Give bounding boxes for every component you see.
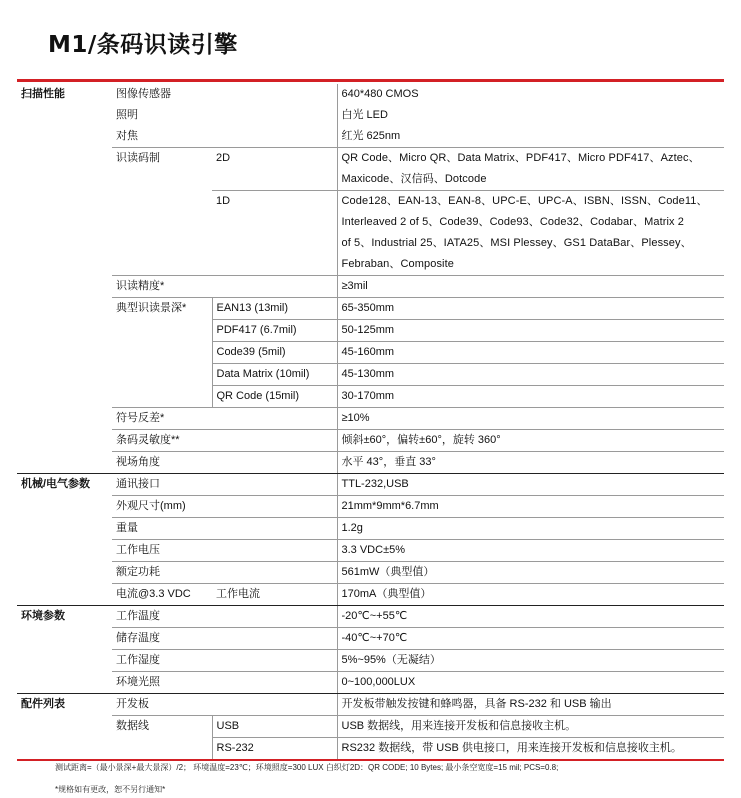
table-row <box>17 386 724 408</box>
row-sublabel: USB <box>212 716 337 738</box>
row-label: 视场角度 <box>112 452 337 474</box>
row-sublabel: RS-232 <box>212 738 337 761</box>
row-label: 照明 <box>116 109 138 121</box>
row-value: 45-130mm <box>337 364 724 386</box>
row-label: 识读码制 <box>116 152 160 164</box>
table-row <box>17 342 724 364</box>
table-row <box>17 105 724 126</box>
table-row <box>17 84 724 105</box>
row-value: RS232 数据线，带 USB 供电接口，用来连接开发板和信息接收主机。 <box>337 738 724 761</box>
table-row <box>17 364 724 386</box>
row-label: 额定功耗 <box>112 562 337 584</box>
table-row <box>17 430 724 452</box>
table-row <box>17 191 724 276</box>
row-label: 识读精度* <box>112 276 337 298</box>
row-value: 倾斜±60°，偏转±60°，旋转 360° <box>337 430 724 452</box>
table-row <box>17 496 724 518</box>
section-label-acc: 配件列表 <box>21 698 65 710</box>
row-label: 外观尺寸(mm) <box>112 496 337 518</box>
row-sublabel: EAN13 (13mil) <box>212 298 337 320</box>
section-label-mech: 机械/电气参数 <box>21 478 91 490</box>
row-value: 5%~95%（无凝结） <box>337 650 724 672</box>
row-value: 3.3 VDC±5% <box>337 540 724 562</box>
table-row <box>17 540 724 562</box>
row-value: 45-160mm <box>337 342 724 364</box>
row-value: 21mm*9mm*6.7mm <box>337 496 724 518</box>
table-row <box>17 738 724 761</box>
table-row <box>17 694 724 716</box>
footnote-test-conditions: 测试距离=（最小景深+最大景深）/2； 环境温度=23℃；环境照度=300 LUX 白织灯2D：QR CODE; 10 Bytes; 最小条空宽度=15 mil; PCS=0.8; <box>55 763 559 772</box>
table-row <box>17 628 724 650</box>
table-row <box>17 148 724 191</box>
row-value: USB 数据线，用来连接开发板和信息接收主机。 <box>337 716 724 738</box>
row-value: -20℃~+55℃ <box>337 606 724 628</box>
table-row <box>17 562 724 584</box>
row-sublabel: 2D <box>212 148 337 191</box>
table-row <box>17 650 724 672</box>
page-title: M1/条码识读引擎 <box>48 32 238 58</box>
row-value: 红光 625nm <box>337 126 724 148</box>
row-value: 白光 LED <box>337 105 724 126</box>
row-label: 工作湿度 <box>112 650 337 672</box>
row-sublabel: 1D <box>212 191 337 276</box>
table-row <box>17 672 724 694</box>
row-label: 工作温度 <box>112 606 337 628</box>
row-value: 65-350mm <box>337 298 724 320</box>
row-label: 符号反差* <box>112 408 337 430</box>
row-value: ≥3mil <box>337 276 724 298</box>
row-value: 170mA（典型值） <box>337 584 724 606</box>
row-label: 储存温度 <box>112 628 337 650</box>
row-sublabel: 工作电流 <box>212 584 337 606</box>
footnote-disclaimer: *规格如有更改，恕不另行通知* <box>55 785 166 794</box>
row-label: 重量 <box>112 518 337 540</box>
row-sublabel: QR Code (15mil) <box>212 386 337 408</box>
table-row <box>17 126 724 148</box>
row-value: 0~100,000LUX <box>337 672 724 694</box>
row-value: 水平 43°，垂直 33° <box>337 452 724 474</box>
row-label: 图像传感器 <box>116 88 171 100</box>
table-row <box>17 408 724 430</box>
row-value: 50-125mm <box>337 320 724 342</box>
table-row <box>17 606 724 628</box>
row-value: ≥10% <box>337 408 724 430</box>
spec-table <box>17 84 724 761</box>
row-value: Code128、EAN-13、EAN-8、UPC-E、UPC-A、ISBN、ISSN、Code11、 Interleaved 2 of 5、Code39、Code93、Code32、Codabar、Matrix 2 of 5、Industrial 25、IATA25、MSI Plessey、GS1 DataBar、Plessey、 Febraban、Composite <box>337 191 724 276</box>
table-row <box>17 298 724 320</box>
row-value: 561mW（典型值） <box>337 562 724 584</box>
table-row <box>17 584 724 606</box>
row-value: TTL-232,USB <box>337 474 724 496</box>
section-label-env: 环境参数 <box>21 610 65 622</box>
row-value: 1.2g <box>337 518 724 540</box>
row-label: 工作电压 <box>112 540 337 562</box>
row-label: 通讯接口 <box>112 474 337 496</box>
row-label: 数据线 <box>116 720 149 732</box>
row-value: QR Code、Micro QR、Data Matrix、PDF417、Micro PDF417、Aztec、 Maxicode、汉信码、Dotcode <box>337 148 724 191</box>
row-label: 对焦 <box>112 126 337 148</box>
section-label-scan: 扫描性能 <box>21 88 65 100</box>
row-sublabel: PDF417 (6.7mil) <box>212 320 337 342</box>
row-value: 开发板带触发按键和蜂鸣器，具备 RS-232 和 USB 输出 <box>337 694 724 716</box>
table-row <box>17 276 724 298</box>
table-row <box>17 716 724 738</box>
row-label: 典型识读景深* <box>116 302 187 314</box>
row-label: 环境光照 <box>112 672 337 694</box>
row-sublabel: Code39 (5mil) <box>212 342 337 364</box>
table-row <box>17 474 724 496</box>
table-row <box>17 320 724 342</box>
row-label: 开发板 <box>112 694 337 716</box>
row-label: 电流@3.3 VDC <box>112 584 212 606</box>
row-sublabel: Data Matrix (10mil) <box>212 364 337 386</box>
row-label: 条码灵敏度** <box>112 430 337 452</box>
row-value: -40℃~+70℃ <box>337 628 724 650</box>
row-value: 640*480 CMOS <box>337 84 724 105</box>
title-divider <box>17 79 724 82</box>
table-row <box>17 518 724 540</box>
row-value: 30-170mm <box>337 386 724 408</box>
table-row <box>17 452 724 474</box>
